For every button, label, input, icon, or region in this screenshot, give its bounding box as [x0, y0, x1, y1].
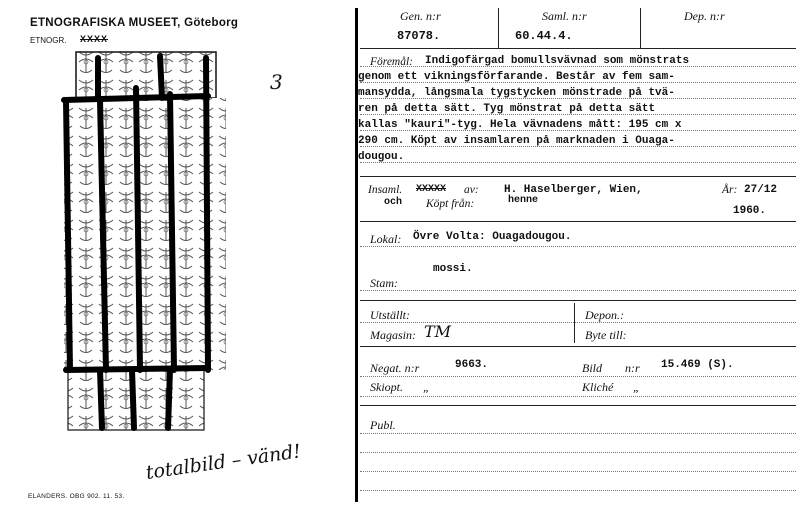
foremal-rule — [360, 176, 796, 177]
bild-value: 15.469 (S). — [661, 359, 734, 371]
lokal-label: Lokal: — [370, 232, 402, 246]
storage-divider — [574, 303, 575, 343]
byte-label: Byte till: — [585, 328, 627, 342]
insaml-value-2: henne — [508, 195, 539, 206]
header-rule — [360, 48, 796, 49]
foremal-line-4: ren på detta sätt. Tyg mönstrat på detta sätt — [358, 103, 656, 115]
foremal-dots-3 — [360, 98, 796, 99]
ar-value: 27/12 — [744, 184, 778, 196]
printer-mark: ELANDERS. OBG 902. 11. 53. — [28, 493, 125, 500]
av-label: av: — [464, 184, 479, 196]
foremal-dots-4 — [360, 114, 796, 115]
saml-value: 60.44.4. — [515, 29, 573, 43]
magasin-label: Magasin: — [370, 328, 416, 342]
foremal-line-2: genom ett vikningsförfarande. Består av fem sam- — [358, 71, 675, 83]
foremal-dots-2 — [360, 82, 796, 83]
publ-label: Publ. — [370, 418, 396, 432]
museum-header: ETNOGRAFISKA MUSEET, Göteborg — [30, 17, 239, 29]
stam-rule — [360, 300, 796, 301]
foremal-line-6: 290 cm. Köpt av insamlaren på marknaden i Ouaga- — [358, 135, 675, 147]
skiopt-label: Skiopt. — [370, 380, 403, 394]
lokal-value: Övre Volta: Ouagadougou. — [413, 231, 572, 243]
etnogr-label: ETNOGR. — [30, 36, 67, 45]
gen-value: 87078. — [397, 29, 441, 43]
storage-rule — [360, 346, 796, 347]
negat-label: Negat. n:r — [370, 361, 420, 375]
foremal-dots-7 — [360, 162, 796, 163]
saml-label: Saml. n:r — [542, 9, 587, 23]
foremal-label: Föremål: — [370, 56, 414, 68]
stam-dots — [360, 290, 796, 291]
publ-dots-2 — [360, 452, 796, 453]
magasin-value: TM — [424, 322, 452, 341]
foremal-dots-6 — [360, 146, 796, 147]
textile-sketch — [36, 48, 236, 438]
bild-nr-label: n:r — [625, 361, 640, 375]
header-divider-1 — [498, 8, 499, 48]
negat-value: 9663. — [455, 359, 489, 371]
depon-label: Depon.: — [585, 308, 624, 322]
lokal-dots — [360, 246, 796, 247]
publ-dots-1 — [360, 433, 796, 434]
bild-label: Bild — [582, 361, 602, 375]
publ-dots-4 — [360, 490, 796, 491]
etnogr-value: XXXX — [80, 34, 109, 44]
kop-label: Köpt från: — [426, 198, 475, 210]
header-divider-2 — [640, 8, 641, 48]
kliche-label: Kliché — [582, 380, 614, 394]
foremal-dots-1 — [360, 66, 796, 67]
foremal-line-7: dougou. — [358, 151, 405, 163]
negat-dots — [360, 376, 796, 377]
foremal-line-1: Indigofärgad bomullsvävnad som mönstrats — [425, 55, 690, 67]
skiopt-dots — [360, 396, 796, 397]
foremal-dots-5 — [360, 130, 796, 131]
stam-label: Stam: — [370, 276, 398, 290]
gen-label: Gen. n:r — [400, 9, 441, 23]
dep-label: Dep. n:r — [684, 9, 725, 23]
publ-dots-3 — [360, 471, 796, 472]
insaml-struck: XXXXX — [416, 184, 447, 195]
skiopt-value: „ — [423, 380, 430, 394]
foremal-line-3: mansydda, långsmala tygstycken mönstrade på tvä- — [358, 87, 675, 99]
foremal-line-5: kallas "kauri"-tyg. Hela vävnadens mått: 195 cm x — [358, 119, 682, 131]
insaml-rule — [360, 221, 796, 222]
photo-rule — [360, 405, 796, 406]
ar-label: År: — [722, 184, 738, 196]
stam-value: mossi. — [433, 263, 473, 275]
och-label: och — [384, 197, 403, 208]
insaml-value: H. Haselberger, Wien, — [504, 184, 643, 196]
kliche-value: „ — [633, 380, 640, 394]
side-mark: 3 — [270, 70, 283, 94]
handwritten-note: totalbild – vänd! — [144, 440, 303, 484]
utstallt-label: Utställt: — [370, 308, 411, 322]
ar-value-2: 1960. — [733, 205, 767, 217]
insaml-label: Insaml. — [368, 184, 403, 196]
